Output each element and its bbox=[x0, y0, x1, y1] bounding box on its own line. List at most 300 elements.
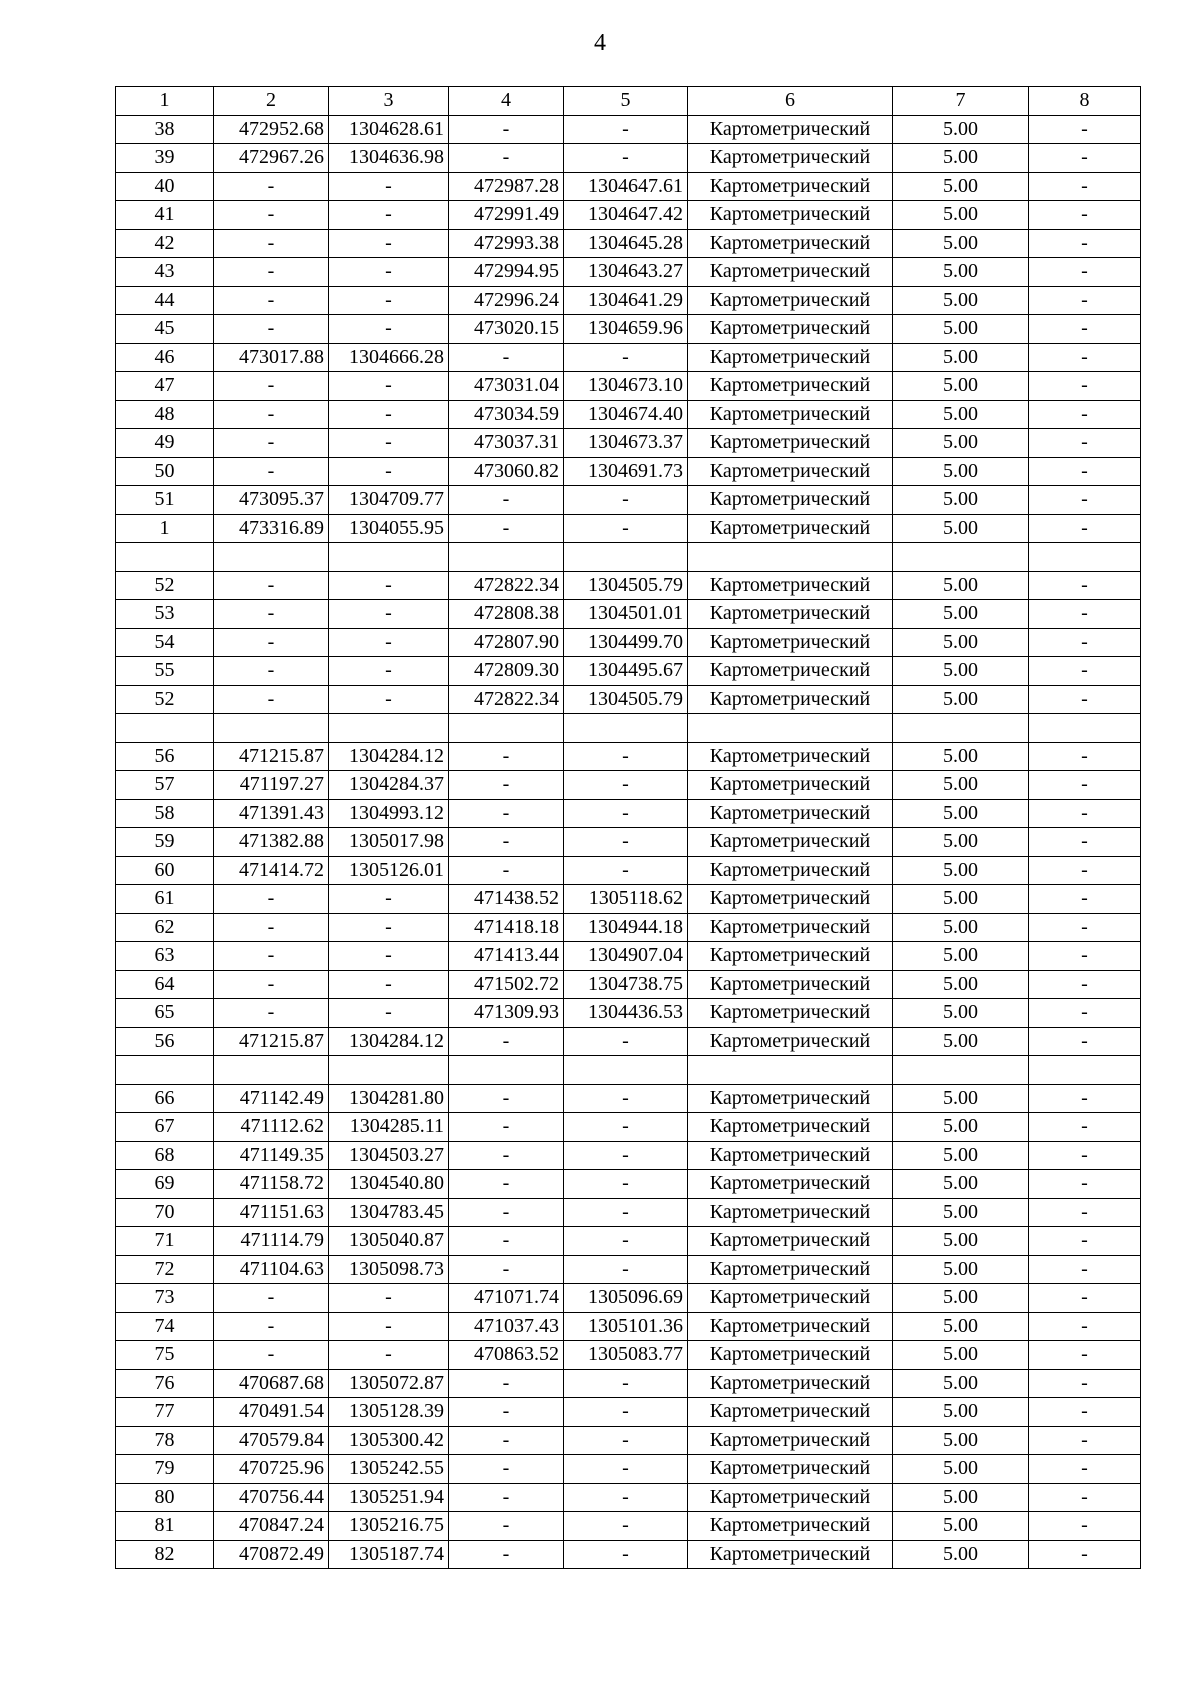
table-cell-col-2: 471197.27 bbox=[214, 771, 329, 800]
table-cell-col-3: - bbox=[329, 258, 449, 287]
empty-cell bbox=[116, 543, 214, 572]
table-cell-col-5: 1304436.53 bbox=[564, 999, 688, 1028]
table-cell-col-1: 61 bbox=[116, 885, 214, 914]
table-cell-col-4: 473031.04 bbox=[449, 372, 564, 401]
table-cell-col-5: 1304501.01 bbox=[564, 600, 688, 629]
table-cell-col-7: 5.00 bbox=[893, 771, 1029, 800]
table-cell-col-1: 57 bbox=[116, 771, 214, 800]
empty-cell bbox=[688, 714, 893, 743]
table-row bbox=[116, 742, 1141, 771]
table-cell-col-1: 78 bbox=[116, 1426, 214, 1455]
table-cell-col-6: Картометрический bbox=[688, 657, 893, 686]
table-cell-col-3: 1304284.12 bbox=[329, 1027, 449, 1056]
column-header-4: 4 bbox=[449, 87, 564, 116]
table-cell-col-6: Картометрический bbox=[688, 486, 893, 515]
table-cell-col-3: 1305098.73 bbox=[329, 1255, 449, 1284]
table-cell-col-3: - bbox=[329, 1341, 449, 1370]
table-cell-col-1: 45 bbox=[116, 315, 214, 344]
table-cell-col-3: - bbox=[329, 571, 449, 600]
table-cell-col-6: Картометрический bbox=[688, 1227, 893, 1256]
table-cell-col-4: - bbox=[449, 1398, 564, 1427]
table-cell-col-7: 5.00 bbox=[893, 1512, 1029, 1541]
table-cell-col-1: 56 bbox=[116, 1027, 214, 1056]
table-cell-col-6: Картометрический bbox=[688, 885, 893, 914]
table-cell-col-8: - bbox=[1029, 514, 1141, 543]
table-cell-col-1: 72 bbox=[116, 1255, 214, 1284]
table-cell-col-1: 47 bbox=[116, 372, 214, 401]
table-cell-col-5: 1305101.36 bbox=[564, 1312, 688, 1341]
table-cell-col-5: 1304691.73 bbox=[564, 457, 688, 486]
table-cell-col-2: 470579.84 bbox=[214, 1426, 329, 1455]
column-header-6: 6 bbox=[688, 87, 893, 116]
table-cell-col-1: 40 bbox=[116, 172, 214, 201]
table-cell-col-4: - bbox=[449, 486, 564, 515]
table-cell-col-7: 5.00 bbox=[893, 400, 1029, 429]
table-cell-col-7: 5.00 bbox=[893, 172, 1029, 201]
table-cell-col-7: 5.00 bbox=[893, 1113, 1029, 1142]
table-row bbox=[116, 970, 1141, 999]
table-cell-col-6: Картометрический bbox=[688, 286, 893, 315]
table-cell-col-3: 1304540.80 bbox=[329, 1170, 449, 1199]
table-cell-col-5: 1304674.40 bbox=[564, 400, 688, 429]
table-cell-col-6: Картометрический bbox=[688, 1512, 893, 1541]
table-cell-col-4: - bbox=[449, 514, 564, 543]
table-cell-col-3: 1305251.94 bbox=[329, 1483, 449, 1512]
table-cell-col-5: - bbox=[564, 1255, 688, 1284]
table-cell-col-1: 52 bbox=[116, 685, 214, 714]
table-cell-col-2: 472967.26 bbox=[214, 144, 329, 173]
table-cell-col-8: - bbox=[1029, 600, 1141, 629]
table-cell-col-7: 5.00 bbox=[893, 315, 1029, 344]
table-cell-col-8: - bbox=[1029, 1312, 1141, 1341]
table-row bbox=[116, 343, 1141, 372]
table-cell-col-2: 470687.68 bbox=[214, 1369, 329, 1398]
table-cell-col-1: 65 bbox=[116, 999, 214, 1028]
table-cell-col-1: 56 bbox=[116, 742, 214, 771]
table-cell-col-2: - bbox=[214, 172, 329, 201]
table-cell-col-2: 470756.44 bbox=[214, 1483, 329, 1512]
separator-row bbox=[116, 543, 1141, 572]
table-cell-col-2: 471149.35 bbox=[214, 1141, 329, 1170]
table-cell-col-4: 472822.34 bbox=[449, 571, 564, 600]
table-cell-col-2: 471391.43 bbox=[214, 799, 329, 828]
table-cell-col-3: - bbox=[329, 942, 449, 971]
table-cell-col-6: Картометрический bbox=[688, 1483, 893, 1512]
table-cell-col-7: 5.00 bbox=[893, 885, 1029, 914]
table-row bbox=[116, 286, 1141, 315]
column-header-3: 3 bbox=[329, 87, 449, 116]
table-cell-col-6: Картометрический bbox=[688, 343, 893, 372]
column-header-7: 7 bbox=[893, 87, 1029, 116]
table-cell-col-8: - bbox=[1029, 315, 1141, 344]
table-cell-col-3: - bbox=[329, 457, 449, 486]
table-cell-col-3: 1305187.74 bbox=[329, 1540, 449, 1569]
table-cell-col-6: Картометрический bbox=[688, 1540, 893, 1569]
table-cell-col-8: - bbox=[1029, 628, 1141, 657]
table-cell-col-6: Картометрический bbox=[688, 600, 893, 629]
table-cell-col-5: - bbox=[564, 115, 688, 144]
table-cell-col-3: 1305040.87 bbox=[329, 1227, 449, 1256]
table-cell-col-8: - bbox=[1029, 172, 1141, 201]
table-row bbox=[116, 144, 1141, 173]
table-cell-col-3: 1304285.11 bbox=[329, 1113, 449, 1142]
table-cell-col-8: - bbox=[1029, 457, 1141, 486]
table-cell-col-3: 1304783.45 bbox=[329, 1198, 449, 1227]
table-cell-col-6: Картометрический bbox=[688, 315, 893, 344]
table-cell-col-6: Картометрический bbox=[688, 856, 893, 885]
table-cell-col-8: - bbox=[1029, 343, 1141, 372]
table-cell-col-5: 1304499.70 bbox=[564, 628, 688, 657]
table-cell-col-3: - bbox=[329, 657, 449, 686]
table-cell-col-4: 473020.15 bbox=[449, 315, 564, 344]
table-cell-col-5: - bbox=[564, 799, 688, 828]
table-cell-col-2: 471114.79 bbox=[214, 1227, 329, 1256]
table-cell-col-8: - bbox=[1029, 942, 1141, 971]
table-cell-col-7: 5.00 bbox=[893, 429, 1029, 458]
table-cell-col-5: 1305083.77 bbox=[564, 1341, 688, 1370]
table-cell-col-8: - bbox=[1029, 400, 1141, 429]
table-cell-col-8: - bbox=[1029, 1141, 1141, 1170]
table-cell-col-6: Картометрический bbox=[688, 1455, 893, 1484]
table-cell-col-2: 473095.37 bbox=[214, 486, 329, 515]
table-cell-col-6: Картометрический bbox=[688, 1426, 893, 1455]
table-cell-col-2: - bbox=[214, 229, 329, 258]
table-cell-col-7: 5.00 bbox=[893, 1084, 1029, 1113]
table-cell-col-2: 471382.88 bbox=[214, 828, 329, 857]
table-cell-col-2: 471414.72 bbox=[214, 856, 329, 885]
empty-cell bbox=[688, 543, 893, 572]
table-cell-col-8: - bbox=[1029, 970, 1141, 999]
table-cell-col-1: 81 bbox=[116, 1512, 214, 1541]
table-cell-col-3: 1304628.61 bbox=[329, 115, 449, 144]
table-cell-col-2: 471215.87 bbox=[214, 1027, 329, 1056]
table-cell-col-7: 5.00 bbox=[893, 343, 1029, 372]
separator-row bbox=[116, 714, 1141, 743]
table-cell-col-2: - bbox=[214, 315, 329, 344]
table-cell-col-1: 77 bbox=[116, 1398, 214, 1427]
table-cell-col-5: - bbox=[564, 486, 688, 515]
table-cell-col-5: - bbox=[564, 1084, 688, 1113]
table-cell-col-1: 1 bbox=[116, 514, 214, 543]
table-cell-col-5: - bbox=[564, 1170, 688, 1199]
table-row bbox=[116, 1426, 1141, 1455]
table-cell-col-6: Картометрический bbox=[688, 1084, 893, 1113]
table-cell-col-3: - bbox=[329, 628, 449, 657]
table-cell-col-7: 5.00 bbox=[893, 258, 1029, 287]
table-cell-col-8: - bbox=[1029, 1113, 1141, 1142]
table-cell-col-3: - bbox=[329, 172, 449, 201]
empty-cell bbox=[214, 714, 329, 743]
table-cell-col-4: - bbox=[449, 1027, 564, 1056]
empty-cell bbox=[1029, 714, 1141, 743]
table-row bbox=[116, 1255, 1141, 1284]
table-row bbox=[116, 400, 1141, 429]
table-cell-col-4: 472994.95 bbox=[449, 258, 564, 287]
table-cell-col-4: 471418.18 bbox=[449, 913, 564, 942]
table-cell-col-6: Картометрический bbox=[688, 571, 893, 600]
table-row bbox=[116, 771, 1141, 800]
table-cell-col-8: - bbox=[1029, 771, 1141, 800]
table-cell-col-4: - bbox=[449, 144, 564, 173]
table-cell-col-3: - bbox=[329, 913, 449, 942]
table-cell-col-8: - bbox=[1029, 1084, 1141, 1113]
table-row bbox=[116, 828, 1141, 857]
table-cell-col-6: Картометрический bbox=[688, 514, 893, 543]
table-cell-col-8: - bbox=[1029, 999, 1141, 1028]
table-cell-col-7: 5.00 bbox=[893, 229, 1029, 258]
table-cell-col-6: Картометрический bbox=[688, 742, 893, 771]
table-cell-col-5: - bbox=[564, 1113, 688, 1142]
table-cell-col-7: 5.00 bbox=[893, 1483, 1029, 1512]
table-cell-col-4: 472987.28 bbox=[449, 172, 564, 201]
table-cell-col-5: - bbox=[564, 1483, 688, 1512]
table-cell-col-2: 471112.62 bbox=[214, 1113, 329, 1142]
table-cell-col-5: - bbox=[564, 856, 688, 885]
table-row bbox=[116, 1084, 1141, 1113]
table-cell-col-4: - bbox=[449, 1084, 564, 1113]
table-cell-col-2: - bbox=[214, 657, 329, 686]
table-cell-col-5: - bbox=[564, 514, 688, 543]
table-cell-col-5: 1304643.27 bbox=[564, 258, 688, 287]
table-cell-col-1: 44 bbox=[116, 286, 214, 315]
table-cell-col-5: - bbox=[564, 1369, 688, 1398]
table-row bbox=[116, 1369, 1141, 1398]
table-cell-col-6: Картометрический bbox=[688, 799, 893, 828]
table-row bbox=[116, 913, 1141, 942]
table-cell-col-5: - bbox=[564, 1227, 688, 1256]
table-cell-col-7: 5.00 bbox=[893, 600, 1029, 629]
table-cell-col-2: 470872.49 bbox=[214, 1540, 329, 1569]
table-row bbox=[116, 942, 1141, 971]
table-cell-col-8: - bbox=[1029, 856, 1141, 885]
empty-cell bbox=[449, 1056, 564, 1085]
table-cell-col-2: 470725.96 bbox=[214, 1455, 329, 1484]
table-cell-col-7: 5.00 bbox=[893, 999, 1029, 1028]
table-cell-col-4: 471413.44 bbox=[449, 942, 564, 971]
table-cell-col-3: - bbox=[329, 201, 449, 230]
empty-cell bbox=[893, 1056, 1029, 1085]
table-cell-col-1: 74 bbox=[116, 1312, 214, 1341]
table-cell-col-6: Картометрический bbox=[688, 229, 893, 258]
table-cell-col-4: - bbox=[449, 115, 564, 144]
table-cell-col-3: 1304284.12 bbox=[329, 742, 449, 771]
table-cell-col-5: 1304505.79 bbox=[564, 685, 688, 714]
table-cell-col-7: 5.00 bbox=[893, 372, 1029, 401]
table-cell-col-7: 5.00 bbox=[893, 1255, 1029, 1284]
table-cell-col-7: 5.00 bbox=[893, 571, 1029, 600]
table-cell-col-1: 64 bbox=[116, 970, 214, 999]
table-cell-col-8: - bbox=[1029, 372, 1141, 401]
table-cell-col-3: - bbox=[329, 999, 449, 1028]
table-cell-col-1: 49 bbox=[116, 429, 214, 458]
table-cell-col-2: 470491.54 bbox=[214, 1398, 329, 1427]
table-cell-col-1: 79 bbox=[116, 1455, 214, 1484]
table-cell-col-5: - bbox=[564, 1512, 688, 1541]
table-cell-col-6: Картометрический bbox=[688, 258, 893, 287]
table-cell-col-4: - bbox=[449, 1426, 564, 1455]
table-cell-col-4: 471438.52 bbox=[449, 885, 564, 914]
table-cell-col-1: 41 bbox=[116, 201, 214, 230]
table-cell-col-7: 5.00 bbox=[893, 1312, 1029, 1341]
table-row bbox=[116, 657, 1141, 686]
table-cell-col-5: - bbox=[564, 771, 688, 800]
table-row bbox=[116, 856, 1141, 885]
table-cell-col-2: - bbox=[214, 429, 329, 458]
table-cell-col-1: 62 bbox=[116, 913, 214, 942]
table-cell-col-6: Картометрический bbox=[688, 1312, 893, 1341]
table-cell-col-5: 1305096.69 bbox=[564, 1284, 688, 1313]
table-cell-col-4: 472822.34 bbox=[449, 685, 564, 714]
table-row bbox=[116, 999, 1141, 1028]
table-cell-col-8: - bbox=[1029, 144, 1141, 173]
empty-cell bbox=[893, 714, 1029, 743]
table-row bbox=[116, 1398, 1141, 1427]
table-row bbox=[116, 1483, 1141, 1512]
table-cell-col-4: - bbox=[449, 1483, 564, 1512]
table-cell-col-4: - bbox=[449, 1455, 564, 1484]
table-cell-col-7: 5.00 bbox=[893, 970, 1029, 999]
table-cell-col-1: 52 bbox=[116, 571, 214, 600]
table-cell-col-3: - bbox=[329, 600, 449, 629]
table-row bbox=[116, 1027, 1141, 1056]
empty-cell bbox=[1029, 543, 1141, 572]
table-cell-col-8: - bbox=[1029, 1426, 1141, 1455]
table-cell-col-1: 67 bbox=[116, 1113, 214, 1142]
table-cell-col-7: 5.00 bbox=[893, 628, 1029, 657]
table-cell-col-5: 1304944.18 bbox=[564, 913, 688, 942]
table-cell-col-4: 473037.31 bbox=[449, 429, 564, 458]
table-cell-col-8: - bbox=[1029, 913, 1141, 942]
table-cell-col-1: 75 bbox=[116, 1341, 214, 1370]
table-cell-col-8: - bbox=[1029, 1455, 1141, 1484]
table-cell-col-3: - bbox=[329, 229, 449, 258]
table-cell-col-5: - bbox=[564, 1540, 688, 1569]
table-cell-col-8: - bbox=[1029, 885, 1141, 914]
table-cell-col-7: 5.00 bbox=[893, 1170, 1029, 1199]
table-cell-col-6: Картометрический bbox=[688, 1170, 893, 1199]
table-cell-col-4: - bbox=[449, 1255, 564, 1284]
table-row bbox=[116, 1170, 1141, 1199]
table-cell-col-8: - bbox=[1029, 1540, 1141, 1569]
table-cell-col-7: 5.00 bbox=[893, 799, 1029, 828]
table-cell-col-4: 470863.52 bbox=[449, 1341, 564, 1370]
table-cell-col-2: - bbox=[214, 885, 329, 914]
table-cell-col-1: 68 bbox=[116, 1141, 214, 1170]
table-cell-col-6: Картометрический bbox=[688, 457, 893, 486]
table-cell-col-6: Картометрический bbox=[688, 400, 893, 429]
table-cell-col-1: 43 bbox=[116, 258, 214, 287]
table-cell-col-1: 73 bbox=[116, 1284, 214, 1313]
empty-cell bbox=[329, 714, 449, 743]
table-cell-col-2: - bbox=[214, 999, 329, 1028]
table-cell-col-5: 1304647.61 bbox=[564, 172, 688, 201]
table-cell-col-2: - bbox=[214, 258, 329, 287]
table-row bbox=[116, 486, 1141, 515]
empty-cell bbox=[116, 714, 214, 743]
table-cell-col-4: - bbox=[449, 1540, 564, 1569]
table-cell-col-8: - bbox=[1029, 1483, 1141, 1512]
table-row bbox=[116, 172, 1141, 201]
separator-row bbox=[116, 1056, 1141, 1085]
table-cell-col-5: 1304673.37 bbox=[564, 429, 688, 458]
table-cell-col-3: - bbox=[329, 315, 449, 344]
table-cell-col-5: 1304673.10 bbox=[564, 372, 688, 401]
table-cell-col-8: - bbox=[1029, 258, 1141, 287]
table-cell-col-8: - bbox=[1029, 201, 1141, 230]
table-cell-col-6: Картометрический bbox=[688, 429, 893, 458]
table-cell-col-6: Картометрический bbox=[688, 970, 893, 999]
table-cell-col-6: Картометрический bbox=[688, 115, 893, 144]
table-body bbox=[116, 115, 1141, 1569]
table-cell-col-1: 71 bbox=[116, 1227, 214, 1256]
table-cell-col-4: - bbox=[449, 1113, 564, 1142]
table-cell-col-4: - bbox=[449, 1369, 564, 1398]
table-cell-col-4: - bbox=[449, 828, 564, 857]
table-cell-col-8: - bbox=[1029, 429, 1141, 458]
table-row bbox=[116, 201, 1141, 230]
table-cell-col-3: 1304666.28 bbox=[329, 343, 449, 372]
table-cell-col-7: 5.00 bbox=[893, 742, 1029, 771]
table-cell-col-3: - bbox=[329, 286, 449, 315]
table-cell-col-1: 59 bbox=[116, 828, 214, 857]
table-cell-col-7: 5.00 bbox=[893, 685, 1029, 714]
table-cell-col-5: - bbox=[564, 1426, 688, 1455]
table-row bbox=[116, 1341, 1141, 1370]
table-cell-col-1: 50 bbox=[116, 457, 214, 486]
table-cell-col-2: - bbox=[214, 457, 329, 486]
table-cell-col-5: 1304738.75 bbox=[564, 970, 688, 999]
empty-cell bbox=[688, 1056, 893, 1085]
table-cell-col-4: - bbox=[449, 1170, 564, 1199]
table-cell-col-2: - bbox=[214, 400, 329, 429]
table-cell-col-8: - bbox=[1029, 1170, 1141, 1199]
table-cell-col-3: 1305300.42 bbox=[329, 1426, 449, 1455]
table-cell-col-7: 5.00 bbox=[893, 1141, 1029, 1170]
table-cell-col-1: 54 bbox=[116, 628, 214, 657]
table-cell-col-3: - bbox=[329, 685, 449, 714]
table-cell-col-8: - bbox=[1029, 286, 1141, 315]
table-cell-col-2: - bbox=[214, 970, 329, 999]
table-cell-col-8: - bbox=[1029, 657, 1141, 686]
table-cell-col-8: - bbox=[1029, 486, 1141, 515]
table-cell-col-1: 58 bbox=[116, 799, 214, 828]
table-cell-col-3: - bbox=[329, 372, 449, 401]
table-cell-col-8: - bbox=[1029, 571, 1141, 600]
table-cell-col-8: - bbox=[1029, 1341, 1141, 1370]
table-row bbox=[116, 685, 1141, 714]
table-cell-col-7: 5.00 bbox=[893, 115, 1029, 144]
table-cell-col-7: 5.00 bbox=[893, 1540, 1029, 1569]
table-cell-col-7: 5.00 bbox=[893, 286, 1029, 315]
table-cell-col-3: 1304636.98 bbox=[329, 144, 449, 173]
table-cell-col-3: - bbox=[329, 1312, 449, 1341]
table-cell-col-7: 5.00 bbox=[893, 1284, 1029, 1313]
table-cell-col-2: - bbox=[214, 201, 329, 230]
table-cell-col-4: - bbox=[449, 1512, 564, 1541]
table-cell-col-3: 1305126.01 bbox=[329, 856, 449, 885]
table-cell-col-1: 69 bbox=[116, 1170, 214, 1199]
table-cell-col-8: - bbox=[1029, 1227, 1141, 1256]
column-header-2: 2 bbox=[214, 87, 329, 116]
table-cell-col-7: 5.00 bbox=[893, 486, 1029, 515]
table-cell-col-3: - bbox=[329, 429, 449, 458]
table-cell-col-8: - bbox=[1029, 115, 1141, 144]
table-cell-col-7: 5.00 bbox=[893, 1227, 1029, 1256]
table-cell-col-6: Картометрический bbox=[688, 1284, 893, 1313]
table-cell-col-2: 471142.49 bbox=[214, 1084, 329, 1113]
table-cell-col-7: 5.00 bbox=[893, 828, 1029, 857]
table-cell-col-3: 1305072.87 bbox=[329, 1369, 449, 1398]
